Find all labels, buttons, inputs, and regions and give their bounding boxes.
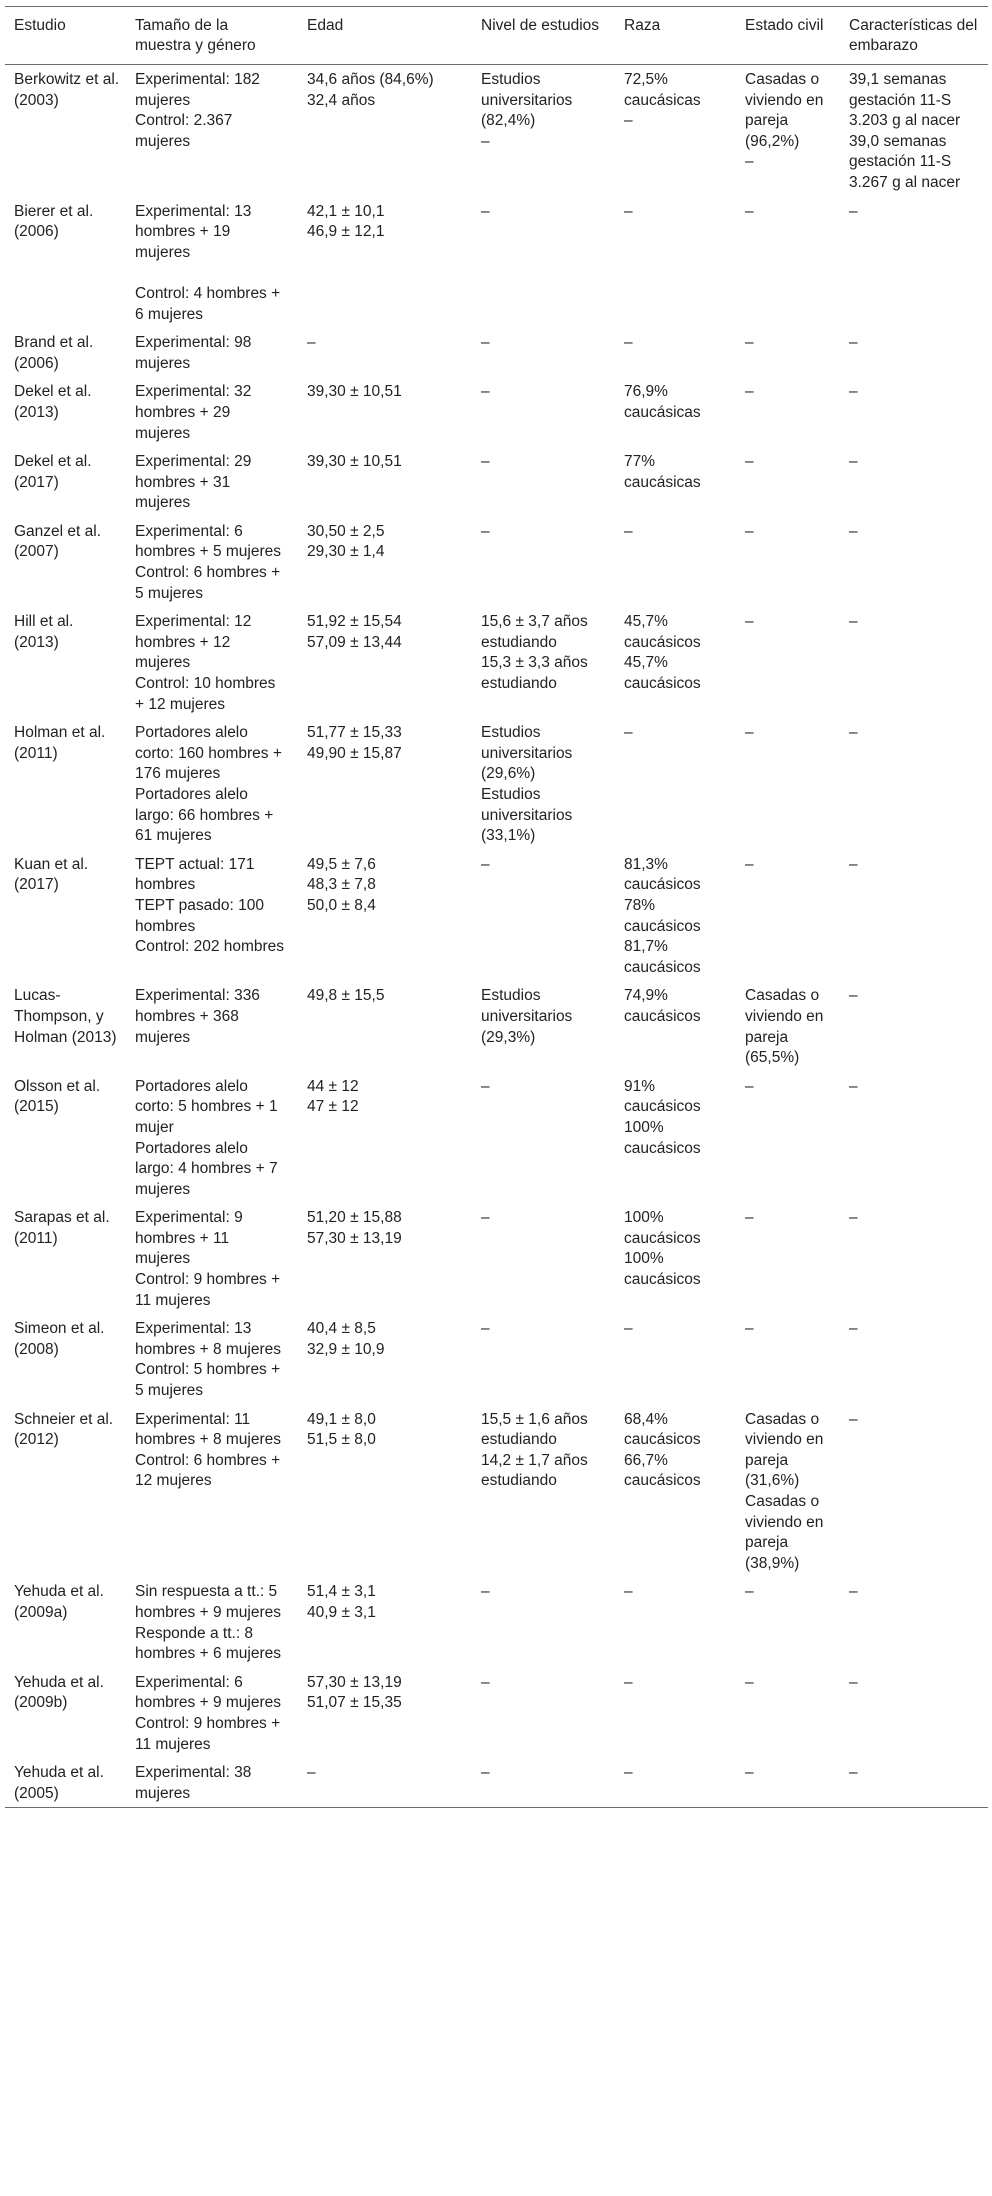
study-cell: Ganzel et al. (2007) — [14, 522, 102, 561]
table-row — [5, 197, 988, 329]
study-cell: Simeon et al. (2008) — [14, 1320, 105, 1358]
cell-line: – — [745, 153, 754, 171]
cell-line: – — [481, 132, 490, 150]
marital-cell — [736, 1668, 840, 1758]
cell-line: 100% caucásicos — [624, 1250, 701, 1289]
cell-line: – — [481, 1764, 490, 1782]
studies-table — [5, 6, 988, 1808]
cell-line: 68,4% caucásicos — [624, 1410, 701, 1449]
age-cell — [298, 1203, 472, 1314]
education-cell — [472, 1577, 615, 1667]
cell-line: – — [849, 1209, 858, 1227]
study-cell: Berkowitz et al. (2003) — [14, 71, 120, 109]
table-row — [5, 447, 988, 517]
cell-line: 48,3 ± 7,8 — [307, 876, 376, 894]
cell-line: – — [849, 1673, 858, 1691]
sample-cell — [126, 447, 298, 517]
cell-line: Experimental: 6 hombres + 9 mujeres — [135, 1673, 282, 1712]
age-cell — [298, 1668, 472, 1758]
header-edad: Edad — [307, 17, 344, 34]
cell-line: – — [307, 1764, 316, 1782]
cell-line: 100% caucásicos — [624, 1118, 701, 1157]
cell-line: Control: 5 hombres + 5 mujeres — [135, 1361, 281, 1400]
race-cell — [615, 1072, 736, 1204]
race-cell — [615, 718, 736, 850]
cell-line: – — [849, 1320, 858, 1338]
education-cell — [472, 1203, 615, 1314]
table-row — [5, 1577, 988, 1667]
cell-line: 51,20 ± 15,88 — [307, 1209, 402, 1227]
sample-cell — [126, 1758, 298, 1808]
cell-line: Control: 9 hombres + 11 mujeres — [135, 1271, 281, 1309]
cell-line: 49,8 ± 15,5 — [307, 987, 385, 1005]
pregnancy-cell — [840, 328, 988, 377]
study-cell: Yehuda et al. (2009a) — [14, 1583, 104, 1621]
cell-line: Experimental: 98 mujeres — [135, 334, 252, 372]
pregnancy-cell — [840, 1577, 988, 1667]
cell-line: Casadas o viviendo en pareja (96,2%) — [745, 71, 824, 150]
cell-line: Casadas o viviendo en pareja (65,5%) — [745, 987, 824, 1067]
cell-line: Experimental: 336 hombres + 368 mujeres — [135, 987, 260, 1046]
table-row — [5, 1203, 988, 1314]
cell-line: – — [624, 1764, 633, 1782]
cell-line: 51,07 ± 15,35 — [307, 1694, 402, 1712]
cell-line: 39,30 ± 10,51 — [307, 383, 402, 401]
cell-line: Experimental: 29 hombres + 31 mujeres — [135, 453, 252, 512]
table-body — [5, 65, 988, 1808]
education-cell — [472, 1405, 615, 1578]
cell-line: Control: 2.367 mujeres — [135, 112, 233, 150]
pregnancy-cell — [840, 447, 988, 517]
marital-cell — [736, 1072, 840, 1204]
pregnancy-cell — [840, 981, 988, 1071]
education-cell — [472, 981, 615, 1071]
cell-line: 49,90 ± 15,87 — [307, 744, 402, 762]
cell-line: 81,3% caucásicos — [624, 855, 701, 894]
pregnancy-cell — [840, 377, 988, 447]
sample-cell — [126, 607, 298, 718]
table-row — [5, 850, 988, 982]
cell-line: – — [849, 987, 858, 1005]
education-cell — [472, 377, 615, 447]
cell-line: 47 ± 12 — [307, 1098, 359, 1116]
cell-line: Control: 9 hombres + 11 mujeres — [135, 1714, 281, 1753]
header-nivel-estudios: Nivel de estudios — [481, 17, 600, 34]
cell-line: 15,6 ± 3,7 años estudiando — [481, 613, 588, 651]
cell-line: Responde a tt.: 8 hombres + 6 mujeres — [135, 1624, 282, 1663]
table-row — [5, 65, 988, 197]
pregnancy-cell — [840, 1072, 988, 1204]
header-row — [5, 7, 988, 65]
cell-line: 39,1 semanas gestación 11-S 3.203 g al nacer 39,0 semanas gestación 11-S 3.267 g al nacer — [849, 71, 961, 191]
marital-cell — [736, 607, 840, 718]
sample-cell — [126, 328, 298, 377]
cell-line: – — [849, 724, 858, 742]
education-cell — [472, 65, 615, 197]
cell-line: TEPT actual: 171 hombres — [135, 855, 255, 894]
table-row — [5, 1072, 988, 1204]
cell-line: – — [745, 724, 754, 742]
cell-line: – — [481, 522, 490, 540]
cell-line: Estudios universitarios (29,3%) — [481, 987, 573, 1046]
table-row — [5, 377, 988, 447]
pregnancy-cell — [840, 718, 988, 850]
education-cell — [472, 1758, 615, 1808]
cell-line: 51,5 ± 8,0 — [307, 1431, 376, 1449]
cell-line: – — [849, 453, 858, 471]
cell-line: – — [849, 855, 858, 873]
cell-line: – — [745, 1673, 754, 1691]
cell-line: Experimental: 6 hombres + 5 mujeres — [135, 522, 282, 561]
cell-line: – — [481, 855, 490, 873]
cell-line: 32,9 ± 10,9 — [307, 1340, 385, 1358]
cell-line: 15,5 ± 1,6 años estudiando — [481, 1410, 588, 1449]
marital-cell — [736, 517, 840, 607]
cell-line: – — [624, 1673, 633, 1691]
race-cell — [615, 607, 736, 718]
marital-cell — [736, 850, 840, 982]
age-cell — [298, 197, 472, 329]
study-cell: Sarapas et al. (2011) — [14, 1209, 110, 1247]
table-row — [5, 718, 988, 850]
cell-line: Experimental: 182 mujeres — [135, 71, 260, 109]
cell-line: 51,4 ± 3,1 — [307, 1583, 376, 1601]
cell-line: 29,30 ± 1,4 — [307, 543, 385, 561]
marital-cell — [736, 1577, 840, 1667]
pregnancy-cell — [840, 197, 988, 329]
cell-line: Portadores alelo corto: 160 hombres + 176 mujeres — [135, 724, 282, 783]
table-row — [5, 1758, 988, 1808]
race-cell — [615, 850, 736, 982]
cell-line: 66,7% caucásicos — [624, 1451, 701, 1490]
age-cell — [298, 981, 472, 1071]
cell-line: 77% caucásicas — [624, 453, 701, 491]
cell-line: Estudios universitarios (33,1%) — [481, 786, 573, 845]
education-cell — [472, 1314, 615, 1404]
race-cell — [615, 377, 736, 447]
cell-line: – — [849, 1583, 858, 1601]
pregnancy-cell — [840, 850, 988, 982]
cell-line — [135, 263, 288, 284]
cell-line: – — [849, 202, 858, 220]
sample-cell — [126, 517, 298, 607]
marital-cell — [736, 1314, 840, 1404]
race-cell — [615, 447, 736, 517]
study-cell: Holman et al. (2011) — [14, 724, 106, 762]
education-cell — [472, 517, 615, 607]
table-row — [5, 1668, 988, 1758]
cell-line: 57,09 ± 13,44 — [307, 633, 402, 651]
cell-line: Experimental: 11 hombres + 8 mujeres — [135, 1410, 282, 1449]
cell-line: 46,9 ± 12,1 — [307, 223, 385, 241]
pregnancy-cell — [840, 65, 988, 197]
cell-line: – — [624, 1583, 633, 1601]
header-raza: Raza — [624, 17, 661, 34]
marital-cell — [736, 65, 840, 197]
pregnancy-cell — [840, 1758, 988, 1808]
age-cell — [298, 1577, 472, 1667]
education-cell — [472, 850, 615, 982]
sample-cell — [126, 1314, 298, 1404]
cell-line: – — [849, 522, 858, 540]
sample-cell — [126, 377, 298, 447]
cell-line: Portadores alelo largo: 4 hombres + 7 mujeres — [135, 1139, 278, 1198]
table-row — [5, 517, 988, 607]
cell-line: – — [849, 613, 858, 631]
race-cell — [615, 1577, 736, 1667]
sample-cell — [126, 1577, 298, 1667]
cell-line: Portadores alelo corto: 5 hombres + 1 mujer — [135, 1077, 278, 1136]
cell-line: 91% caucásicos — [624, 1077, 701, 1116]
marital-cell — [736, 447, 840, 517]
cell-line: Casadas o viviendo en pareja (38,9%) — [745, 1493, 824, 1572]
cell-line: – — [624, 522, 633, 540]
cell-line: – — [481, 1673, 490, 1691]
study-cell: Kuan et al. (2017) — [14, 855, 89, 894]
race-cell — [615, 1314, 736, 1404]
cell-line: Control: 10 hombres + 12 mujeres — [135, 675, 276, 713]
cell-line: – — [745, 613, 754, 631]
cell-line: – — [745, 522, 754, 540]
pregnancy-cell — [840, 1405, 988, 1578]
age-cell — [298, 447, 472, 517]
table-row — [5, 1405, 988, 1578]
age-cell — [298, 328, 472, 377]
header-estudio: Estudio — [14, 17, 66, 34]
study-cell: Hill et al. (2013) — [14, 613, 74, 651]
cell-line: – — [624, 334, 633, 352]
marital-cell — [736, 328, 840, 377]
cell-line: – — [849, 383, 858, 401]
cell-line: Experimental: 13 hombres + 8 mujeres — [135, 1320, 282, 1358]
race-cell — [615, 1203, 736, 1314]
cell-line: – — [624, 202, 633, 220]
age-cell — [298, 517, 472, 607]
marital-cell — [736, 718, 840, 850]
cell-line: – — [745, 1077, 754, 1095]
cell-line: – — [849, 1764, 858, 1782]
pregnancy-cell — [840, 517, 988, 607]
cell-line: 72,5% caucásicas — [624, 71, 701, 109]
education-cell — [472, 197, 615, 329]
education-cell — [472, 718, 615, 850]
cell-line: – — [745, 1764, 754, 1782]
age-cell — [298, 607, 472, 718]
age-cell — [298, 1314, 472, 1404]
cell-line: – — [745, 334, 754, 352]
marital-cell — [736, 377, 840, 447]
cell-line: 45,7% caucásicos — [624, 613, 701, 651]
study-cell: Yehuda et al. (2005) — [14, 1764, 104, 1802]
age-cell — [298, 1758, 472, 1808]
pregnancy-cell — [840, 1668, 988, 1758]
cell-line: – — [745, 1583, 754, 1601]
cell-line: – — [481, 453, 490, 471]
cell-line: Portadores alelo largo: 66 hombres + 61 mujeres — [135, 786, 274, 845]
header-caracteristicas-embarazo: Características del embarazo — [849, 17, 978, 54]
table-header — [5, 7, 988, 65]
cell-line: – — [481, 202, 490, 220]
cell-line: Experimental: 32 hombres + 29 mujeres — [135, 383, 252, 442]
cell-line: – — [624, 724, 633, 742]
cell-line: 39,30 ± 10,51 — [307, 453, 402, 471]
cell-line: – — [745, 383, 754, 401]
sample-cell — [126, 65, 298, 197]
cell-line: – — [624, 112, 633, 130]
race-cell — [615, 1405, 736, 1578]
study-cell: Lucas-Thompson, y Holman (2013) — [14, 987, 117, 1046]
sample-cell — [126, 197, 298, 329]
race-cell — [615, 197, 736, 329]
age-cell — [298, 1072, 472, 1204]
cell-line: 45,7% caucásicos — [624, 654, 701, 693]
sample-cell — [126, 1072, 298, 1204]
cell-line: 15,3 ± 3,3 años estudiando — [481, 654, 588, 693]
cell-line: – — [745, 1320, 754, 1338]
sample-cell — [126, 718, 298, 850]
cell-line: 50,0 ± 8,4 — [307, 896, 376, 914]
cell-line: 14,2 ± 1,7 años estudiando — [481, 1451, 588, 1490]
marital-cell — [736, 981, 840, 1071]
cell-line: 51,92 ± 15,54 — [307, 613, 402, 631]
race-cell — [615, 1758, 736, 1808]
cell-line: Experimental: 12 hombres + 12 mujeres — [135, 613, 252, 672]
age-cell — [298, 65, 472, 197]
cell-line: TEPT pasado: 100 hombres — [135, 896, 264, 935]
cell-line: Experimental: 13 hombres + 19 mujeres — [135, 202, 252, 261]
cell-line: – — [849, 1410, 858, 1428]
cell-line: 57,30 ± 13,19 — [307, 1673, 402, 1691]
study-cell: Dekel et al. (2017) — [14, 453, 92, 491]
cell-line: – — [624, 1320, 633, 1338]
cell-line: Control: 202 hombres — [135, 938, 285, 956]
cell-line: 74,9% caucásicos — [624, 987, 701, 1025]
race-cell — [615, 328, 736, 377]
marital-cell — [736, 1405, 840, 1578]
cell-line: Estudios universitarios (29,6%) — [481, 724, 573, 783]
education-cell — [472, 447, 615, 517]
education-cell — [472, 1668, 615, 1758]
marital-cell — [736, 1758, 840, 1808]
cell-line: 44 ± 12 — [307, 1077, 359, 1095]
table-row — [5, 981, 988, 1071]
header-tamano-muestra: Tamaño de la muestra y género — [135, 17, 256, 54]
study-cell: Dekel et al. (2013) — [14, 383, 92, 421]
cell-line: 57,30 ± 13,19 — [307, 1229, 402, 1247]
age-cell — [298, 718, 472, 850]
age-cell — [298, 850, 472, 982]
cell-line: 81,7% caucásicos — [624, 938, 701, 976]
marital-cell — [736, 1203, 840, 1314]
marital-cell — [736, 197, 840, 329]
cell-line: 30,50 ± 2,5 — [307, 522, 385, 540]
pregnancy-cell — [840, 607, 988, 718]
cell-line: 34,6 años (84,6%) — [307, 71, 434, 88]
cell-line: Casadas o viviendo en pareja (31,6%) — [745, 1410, 824, 1490]
cell-line: – — [849, 334, 858, 352]
cell-line: 42,1 ± 10,1 — [307, 202, 385, 220]
cell-line: Sin respuesta a tt.: 5 hombres + 9 mujeres — [135, 1583, 282, 1621]
cell-line: – — [481, 334, 490, 352]
race-cell — [615, 65, 736, 197]
cell-line: Control: 6 hombres + 12 mujeres — [135, 1451, 281, 1490]
study-cell: Brand et al. (2006) — [14, 334, 94, 372]
cell-line: 49,5 ± 7,6 — [307, 855, 376, 873]
cell-line: – — [481, 1077, 490, 1095]
education-cell — [472, 328, 615, 377]
cell-line: 40,4 ± 8,5 — [307, 1320, 376, 1338]
race-cell — [615, 517, 736, 607]
sample-cell — [126, 1668, 298, 1758]
study-cell: Bierer et al. (2006) — [14, 202, 94, 241]
table-row — [5, 1314, 988, 1404]
age-cell — [298, 377, 472, 447]
cell-line: Estudios universitarios (82,4%) — [481, 71, 573, 130]
cell-line: 32,4 años — [307, 91, 376, 109]
study-cell: Olsson et al. (2015) — [14, 1077, 101, 1116]
cell-line: 100% caucásicos — [624, 1209, 701, 1247]
cell-line: 49,1 ± 8,0 — [307, 1410, 376, 1428]
study-cell: Yehuda et al. (2009b) — [14, 1673, 104, 1712]
cell-line: 40,9 ± 3,1 — [307, 1603, 376, 1621]
cell-line: – — [745, 202, 754, 220]
table-row — [5, 328, 988, 377]
cell-line: – — [481, 383, 490, 401]
sample-cell — [126, 981, 298, 1071]
cell-line: – — [481, 1583, 490, 1601]
cell-line: – — [481, 1320, 490, 1338]
education-cell — [472, 607, 615, 718]
cell-line: Experimental: 9 hombres + 11 mujeres — [135, 1209, 243, 1268]
sample-cell — [126, 1203, 298, 1314]
education-cell — [472, 1072, 615, 1204]
cell-line: 51,77 ± 15,33 — [307, 724, 402, 742]
cell-line: – — [849, 1077, 858, 1095]
cell-line: Control: 6 hombres + 5 mujeres — [135, 564, 281, 602]
sample-cell — [126, 850, 298, 982]
header-estado-civil: Estado civil — [745, 17, 824, 34]
pregnancy-cell — [840, 1314, 988, 1404]
cell-line: – — [745, 453, 754, 471]
cell-line: – — [481, 1209, 490, 1227]
sample-cell — [126, 1405, 298, 1578]
age-cell — [298, 1405, 472, 1578]
cell-line: – — [745, 1209, 754, 1227]
race-cell — [615, 1668, 736, 1758]
cell-line: Experimental: 38 mujeres — [135, 1764, 252, 1802]
cell-line: 76,9% caucásicas — [624, 383, 701, 421]
table-row — [5, 607, 988, 718]
race-cell — [615, 981, 736, 1071]
pregnancy-cell — [840, 1203, 988, 1314]
cell-line: 78% caucásicos — [624, 896, 701, 935]
cell-line: – — [307, 334, 316, 352]
cell-line: Control: 4 hombres + 6 mujeres — [135, 284, 281, 323]
cell-line: – — [745, 855, 754, 873]
study-cell: Schneier et al. (2012) — [14, 1410, 114, 1449]
